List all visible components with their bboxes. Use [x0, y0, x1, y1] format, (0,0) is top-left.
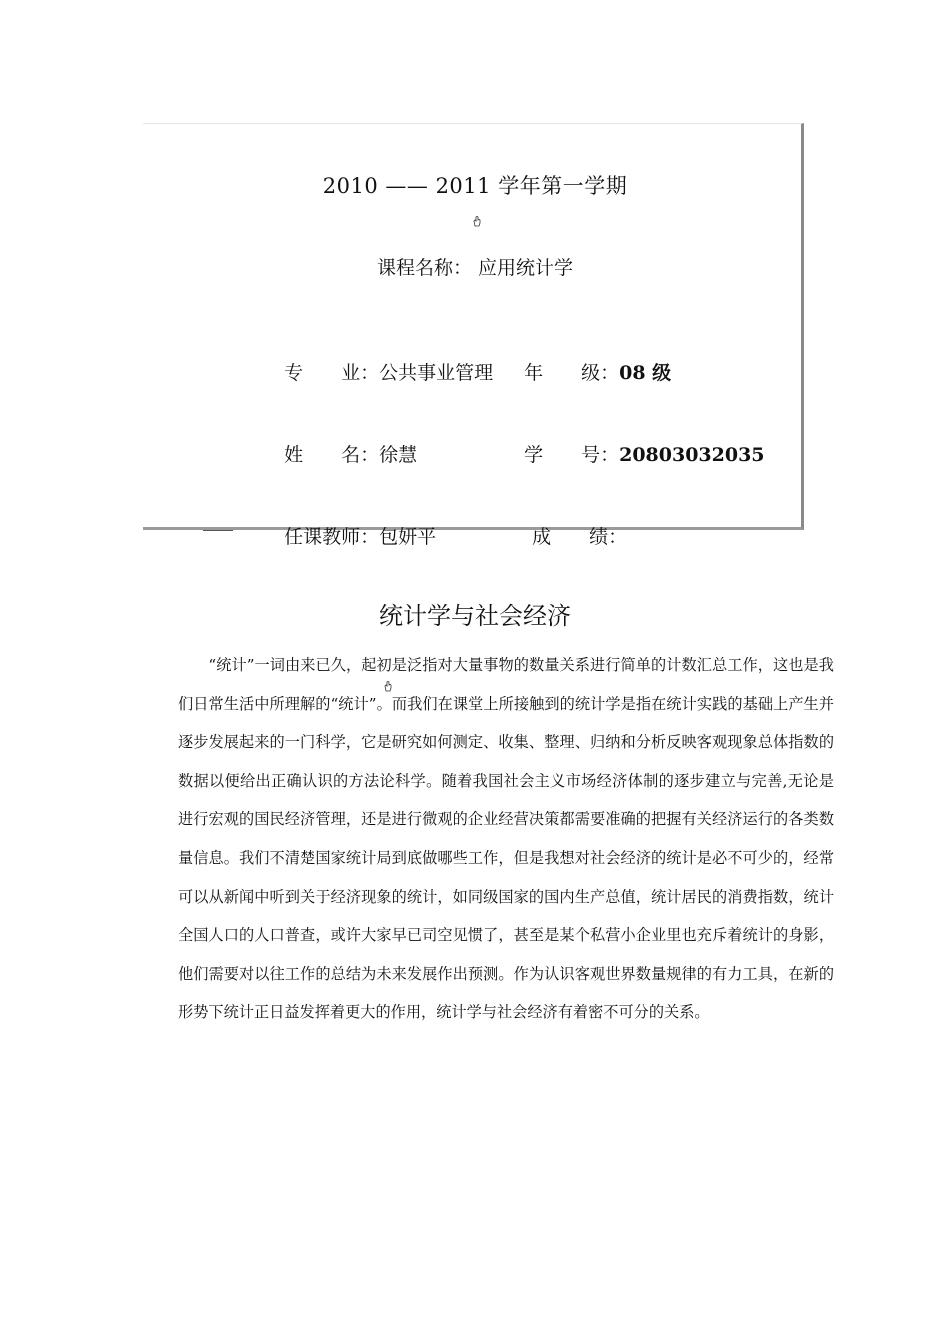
teacher-value: 包妍平 — [379, 526, 437, 548]
grade-value: 08 级 — [619, 362, 672, 384]
essay-body: “统计”一词由来已久，起初是泛指对大量事物的数量关系进行简单的计数汇总工作，这也是我们日常生活中所理解的“统计”。而我们在课堂上所接触到的统计学是指在统计实践的基础上产生并逐步发展起来的一门科学，它是研究如何测定、收集、整理、归纳和分析反映客观现象总体指数的数据以便给出正确认识的方法论科学。随着我国社会主义市场经济体制的逐步建立与完善,无论是进行宏观的国民经济管理，还是进行微观的企业经营决策都需要准确的把握有关经济运行的各类数量信息。我们不清楚国家统计局到底做哪些工作，但是我想对社会经济的统计是必不可少的，经常可以从新闻中听到关于经济现象的统计，如同级国家的国内生产总值，统计居民的消费指数，统计全国人口的人口普查，或许大家早已司空见惯了，甚至是某个私营小企业里也充斥着统计的身影，他们需要对以往工作的总结为未来发展作出预测。作为认识客观世界数量规律的有力工具，在新的形势下统计正日益发挥着更大的作用，统计学与社会经济有着密不可分的关系。 — [178, 656, 834, 1022]
hand-cursor-icon — [382, 680, 394, 692]
name-field — [272, 418, 417, 467]
student-id-value: 20803032035 — [619, 444, 765, 466]
major-value: 公共事业管理 — [379, 362, 494, 384]
name-value: 徐慧 — [379, 444, 418, 466]
major-label: 专 业： — [284, 362, 380, 384]
course-name-value: 应用统计学 — [478, 257, 574, 279]
essay-title: 统计学与社会经济 — [379, 602, 571, 630]
course-name-label: 课程名称： — [376, 257, 472, 279]
teacher-field — [272, 500, 436, 549]
course-name-row — [0, 253, 950, 280]
teacher-label: 任课教师： — [284, 526, 380, 548]
major-field — [272, 336, 493, 385]
hand-cursor-icon — [471, 215, 483, 227]
student-id-label: 学 号： — [524, 444, 620, 466]
name-label: 姓 名： — [284, 444, 380, 466]
student-id-field — [512, 418, 765, 467]
score-label: 成 绩： — [532, 526, 628, 548]
semester-heading: 2010 —— 2011 学年第一学期 — [322, 174, 628, 198]
grade-field — [512, 336, 671, 385]
grade-label: 年 级： — [524, 362, 620, 384]
score-field — [520, 500, 627, 549]
